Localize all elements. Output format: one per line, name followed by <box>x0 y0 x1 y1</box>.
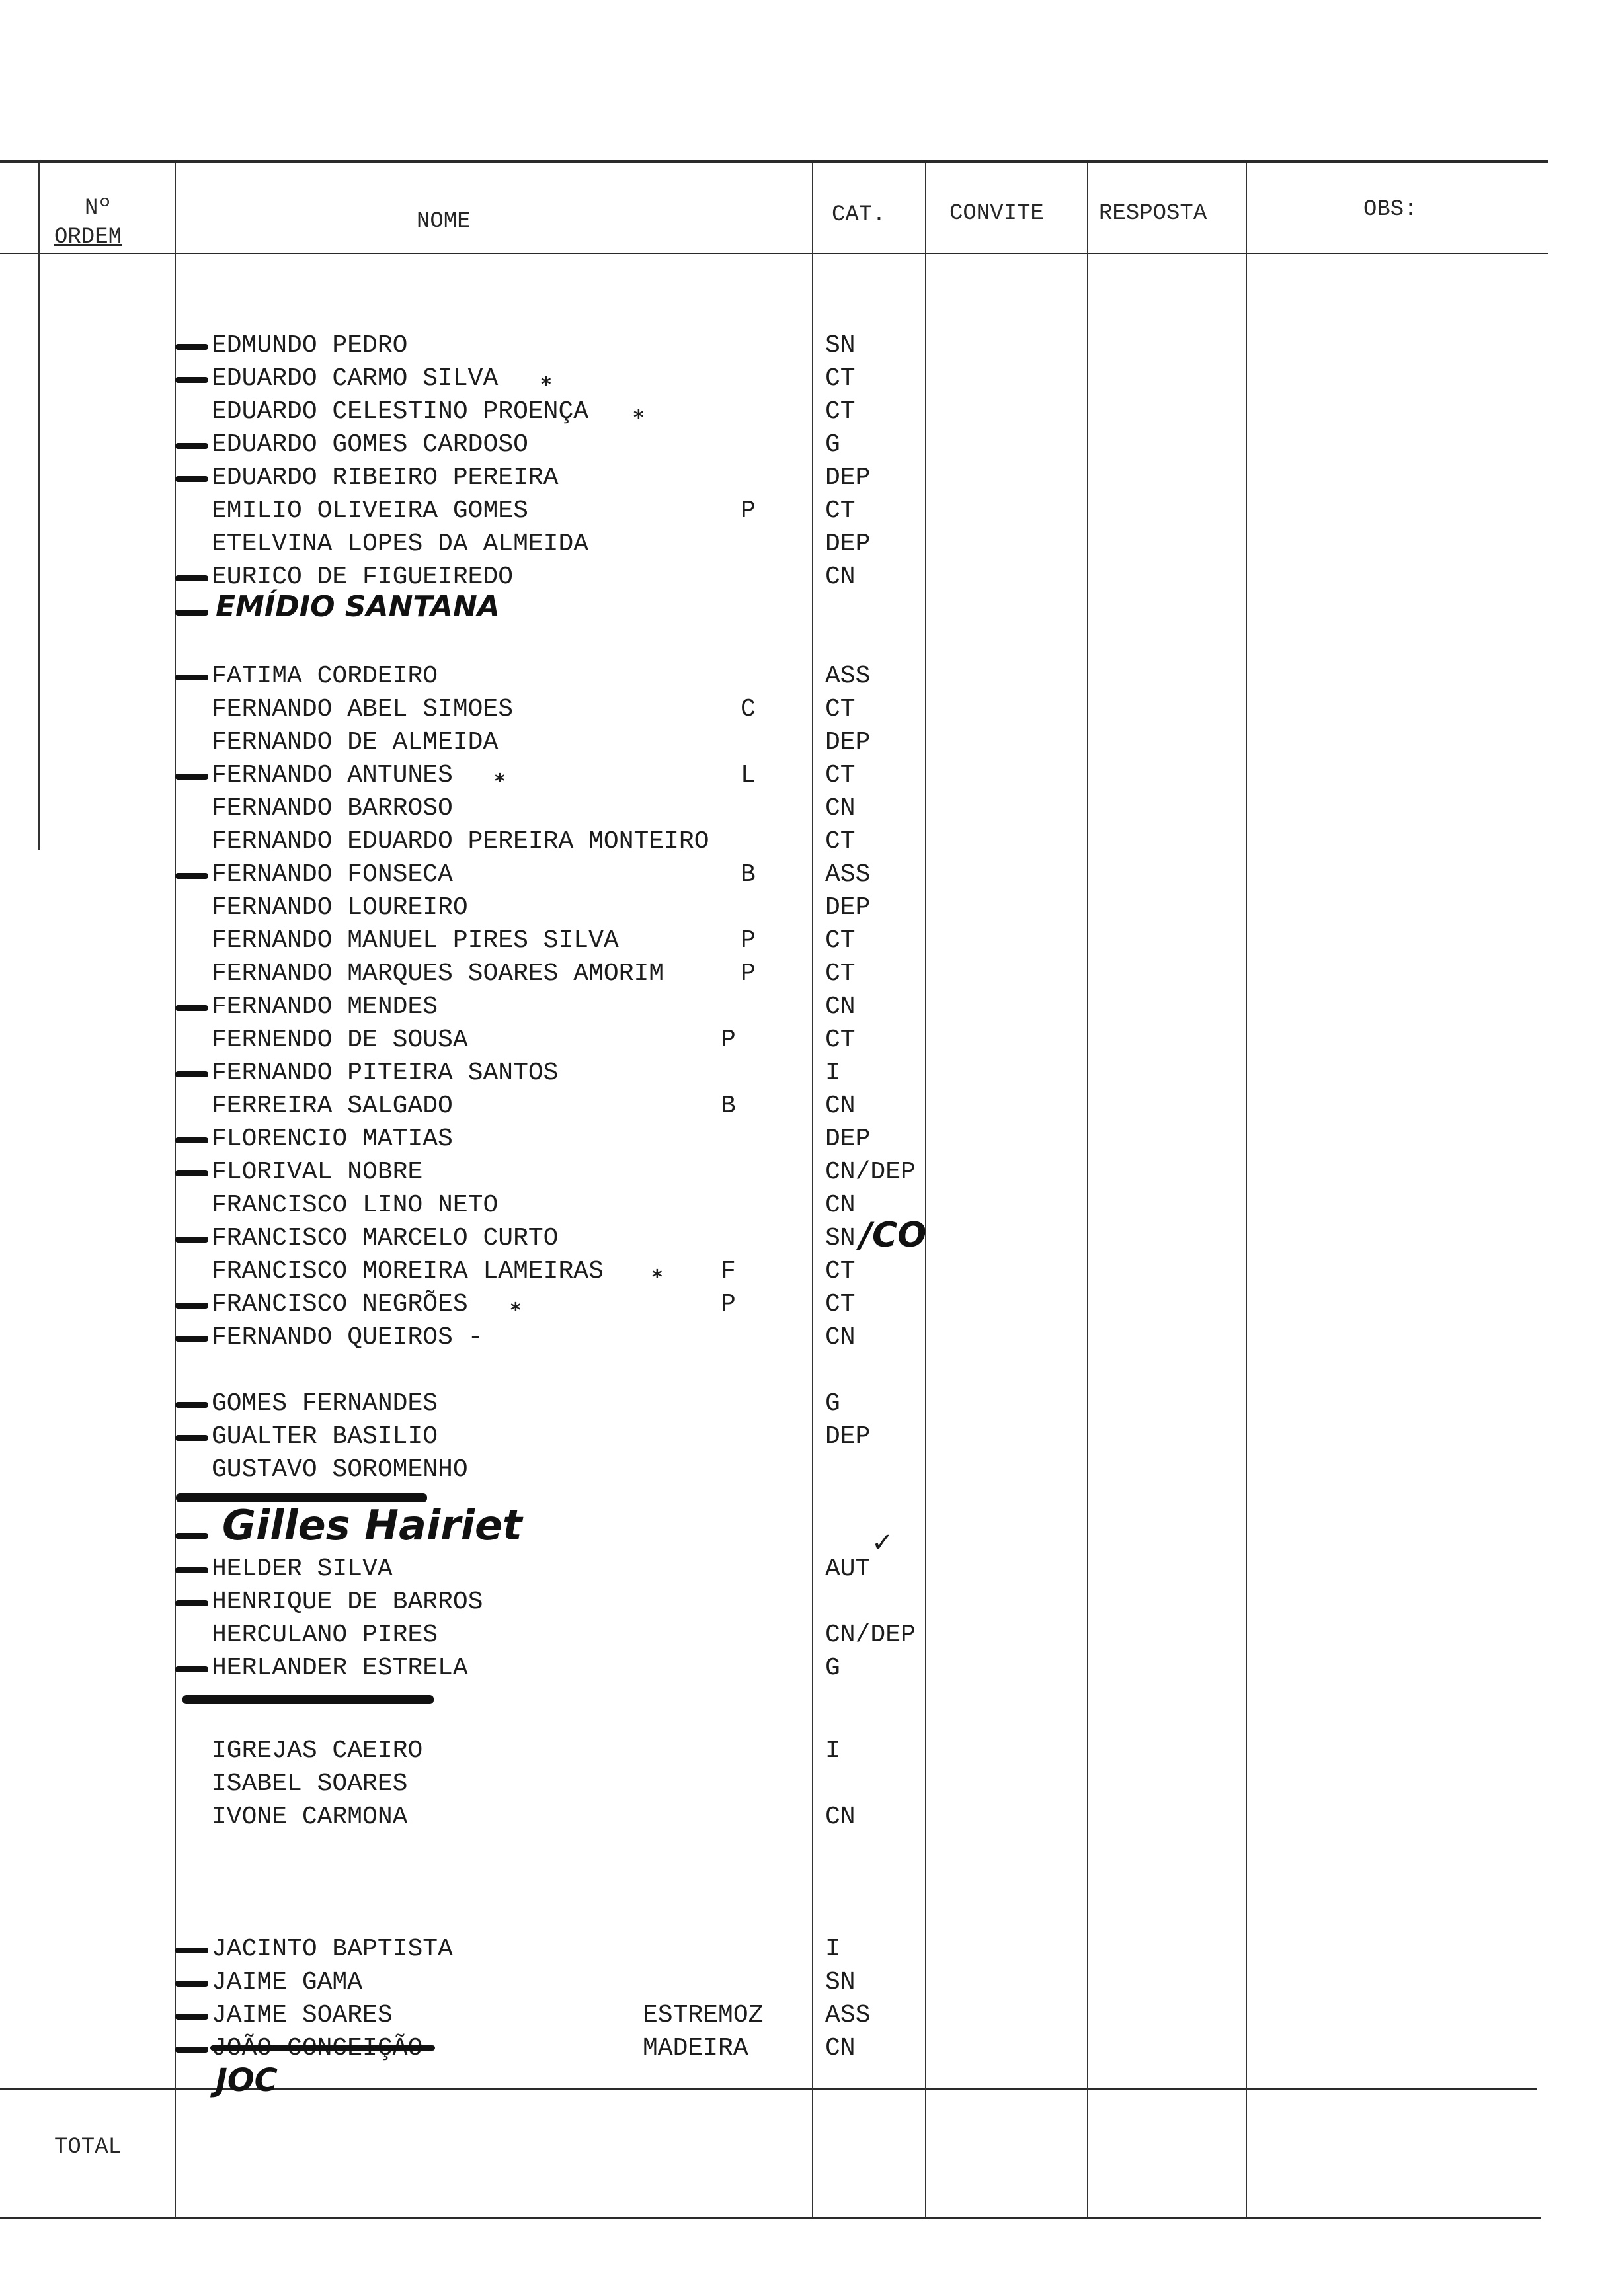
row-name: FRANCISCO MOREIRA LAMEIRAS <box>212 1257 604 1286</box>
col-resposta-header: RESPOSTA <box>1099 201 1207 226</box>
row-cat: CN <box>825 1323 856 1352</box>
row-mark: P <box>741 926 756 955</box>
list-row <box>0 1586 1608 1619</box>
row-name: FRANCISCO MARCELO CURTO <box>212 1224 559 1252</box>
row-name: FLORIVAL NOBRE <box>212 1158 423 1186</box>
list-row <box>0 1619 1608 1652</box>
row-cat: CN <box>825 2034 856 2063</box>
list-row <box>0 495 1608 528</box>
dash-mark <box>175 1005 208 1011</box>
row-cat: CT <box>825 397 856 426</box>
list-row <box>0 693 1608 726</box>
row-cat: CT <box>825 761 856 790</box>
asterisk-mark-icon: ⁎ <box>495 764 505 788</box>
dash-mark <box>175 1303 208 1309</box>
row-cat: DEP <box>825 893 871 922</box>
table-bottom-rule <box>0 2217 1541 2219</box>
row-cat: CT <box>825 960 856 988</box>
handwritten-note: JOC <box>216 2062 278 2099</box>
list-row <box>0 362 1608 395</box>
row-cat: I <box>825 1059 840 1087</box>
list-row <box>0 395 1608 429</box>
row-cat: DEP <box>825 464 871 492</box>
col-ordem-header: Nº <box>85 196 112 221</box>
row-cat: CT <box>825 827 856 856</box>
dash-mark <box>175 1666 208 1672</box>
list-row <box>0 891 1608 924</box>
row-mark: B <box>741 860 756 889</box>
row-cat: I <box>825 1935 840 1963</box>
row-name: FERNANDO FONSECA <box>212 860 453 889</box>
list-row <box>0 462 1608 495</box>
row-name: ISABEL SOARES <box>212 1770 408 1798</box>
row-mark: P <box>741 960 756 988</box>
asterisk-mark-icon: ⁎ <box>633 401 644 424</box>
dash-mark <box>175 873 208 879</box>
row-mark: C <box>741 695 756 723</box>
list-row <box>0 329 1608 362</box>
row-name: HENRIQUE DE BARROS <box>212 1588 483 1616</box>
row-cat: CT <box>825 1026 856 1054</box>
list-row <box>0 1735 1608 1768</box>
row-mark: F <box>721 1257 736 1286</box>
header-bottom-rule <box>0 253 1548 254</box>
list-row <box>0 1156 1608 1189</box>
list-row <box>0 792 1608 825</box>
dash-mark <box>175 675 208 680</box>
dash-mark <box>175 1071 208 1077</box>
col-convite-header: CONVITE <box>949 201 1044 226</box>
row-cat: CT <box>825 695 856 723</box>
dash-mark <box>175 344 208 350</box>
list-row <box>0 759 1608 792</box>
col-obs-header: OBS: <box>1363 197 1418 222</box>
list-row <box>0 858 1608 891</box>
row-name: FERNANDO QUEIROS - <box>212 1323 483 1352</box>
asterisk-mark-icon: ⁎ <box>510 1293 521 1317</box>
row-cat: ASS <box>825 662 871 690</box>
row-cat: CN <box>825 563 856 591</box>
table-top-rule <box>0 160 1548 163</box>
row-cat: G <box>825 430 840 459</box>
row-cat: CT <box>825 1257 856 1286</box>
list-row <box>0 561 1608 594</box>
dash-mark <box>175 1981 208 1987</box>
row-cat: DEP <box>825 530 871 558</box>
row-cat: CT <box>825 497 856 525</box>
row-name: IGREJAS CAEIRO <box>212 1737 423 1765</box>
list-row <box>0 1057 1608 1090</box>
row-cat: G <box>825 1654 840 1682</box>
row-name: FERNANDO ABEL SIMOES <box>212 695 514 723</box>
check-mark-icon: ✓ <box>871 1528 894 1558</box>
row-cat: CT <box>825 364 856 393</box>
strike-through-mark <box>210 2045 435 2051</box>
row-cat: CN/DEP <box>825 1621 916 1649</box>
row-cat: G <box>825 1389 840 1418</box>
list-row <box>0 660 1608 693</box>
row-mark: P <box>721 1026 736 1054</box>
dash-mark <box>175 610 208 616</box>
row-mark: MADEIRA <box>643 2034 748 2063</box>
list-row <box>0 825 1608 858</box>
row-name: JAIME GAMA <box>212 1968 363 1996</box>
handwritten-note: EMÍDIO SANTANA <box>216 590 500 624</box>
row-name: EDUARDO GOMES CARDOSO <box>212 430 528 459</box>
row-mark: B <box>721 1092 736 1120</box>
row-name: EDUARDO CELESTINO PROENÇA <box>212 397 589 426</box>
row-mark: P <box>741 497 756 525</box>
row-name: FERREIRA SALGADO <box>212 1092 453 1120</box>
list-row <box>0 1090 1608 1123</box>
row-cat: SN <box>825 1968 856 1996</box>
row-name: EURICO DE FIGUEIREDO <box>212 563 514 591</box>
row-name: HERLANDER ESTRELA <box>212 1654 468 1682</box>
dash-mark <box>175 575 208 581</box>
list-row <box>0 1933 1608 1966</box>
list-row <box>0 991 1608 1024</box>
row-cat: DEP <box>825 728 871 757</box>
asterisk-mark-icon: ⁎ <box>541 368 551 391</box>
list-row <box>0 924 1608 958</box>
row-name: FLORENCIO MATIAS <box>212 1125 453 1153</box>
row-name: JACINTO BAPTISTA <box>212 1935 453 1963</box>
row-cat: CN <box>825 794 856 823</box>
row-name: GOMES FERNANDES <box>212 1389 438 1418</box>
dash-mark <box>175 1533 208 1539</box>
dash-mark <box>175 1137 208 1143</box>
row-name: FATIMA CORDEIRO <box>212 662 438 690</box>
list-row <box>0 1966 1608 1999</box>
asterisk-mark-icon: ⁎ <box>652 1260 663 1284</box>
row-name: FERNANDO MENDES <box>212 993 438 1021</box>
dash-mark <box>175 443 208 449</box>
list-row <box>0 1189 1608 1222</box>
dash-mark <box>175 1237 208 1243</box>
list-row <box>0 1420 1608 1454</box>
row-name: EMILIO OLIVEIRA GOMES <box>212 497 528 525</box>
row-name: FERNANDO BARROSO <box>212 794 453 823</box>
dash-mark <box>175 1567 208 1573</box>
row-cat: CT <box>825 926 856 955</box>
row-cat: ASS <box>825 2001 871 2030</box>
list-row <box>0 429 1608 462</box>
row-cat: CN <box>825 1092 856 1120</box>
handwritten-note: /CO <box>860 1215 927 1255</box>
row-name: GUALTER BASILIO <box>212 1422 438 1451</box>
row-cat: CN <box>825 1191 856 1219</box>
list-row <box>0 1553 1608 1586</box>
row-name: FERNANDO PITEIRA SANTOS <box>212 1059 559 1087</box>
col-nome-header: NOME <box>417 209 471 234</box>
list-row <box>0 1801 1608 1834</box>
list-row <box>0 1024 1608 1057</box>
list-row <box>0 528 1608 561</box>
dash-mark <box>175 1336 208 1342</box>
row-cat: CT <box>825 1290 856 1319</box>
row-name: FERNANDO ANTUNES <box>212 761 453 790</box>
list-row <box>0 1321 1608 1354</box>
total-label: TOTAL <box>54 2135 122 2160</box>
list-row <box>0 1255 1608 1288</box>
dash-mark <box>175 377 208 383</box>
row-mark: ESTREMOZ <box>643 2001 764 2030</box>
row-cat: DEP <box>825 1422 871 1451</box>
list-row <box>0 1387 1608 1420</box>
row-cat: CN <box>825 993 856 1021</box>
row-mark: L <box>741 761 756 790</box>
row-mark: P <box>721 1290 736 1319</box>
strike-through-mark <box>182 1695 434 1704</box>
row-name: EDMUNDO PEDRO <box>212 331 408 360</box>
dash-mark <box>175 1600 208 1606</box>
col-cat-header: CAT. <box>832 202 886 227</box>
row-name: FERNANDO DE ALMEIDA <box>212 728 499 757</box>
row-name: HELDER SILVA <box>212 1555 393 1583</box>
dash-mark <box>175 1402 208 1408</box>
dash-mark <box>175 774 208 780</box>
row-name: FERNANDO MANUEL PIRES SILVA <box>212 926 619 955</box>
dash-mark <box>175 476 208 482</box>
list-row <box>0 726 1608 759</box>
list-row <box>0 1454 1608 1487</box>
dash-mark <box>175 1435 208 1441</box>
row-name: FRANCISCO LINO NETO <box>212 1191 499 1219</box>
row-cat: I <box>825 1737 840 1765</box>
row-cat: AUT <box>825 1555 871 1583</box>
dash-mark <box>175 2014 208 2020</box>
list-row <box>0 958 1608 991</box>
row-name: IVONE CARMONA <box>212 1803 408 1831</box>
row-name: FERNANDO LOUREIRO <box>212 893 468 922</box>
dash-mark <box>175 2047 208 2053</box>
row-name: ETELVINA LOPES DA ALMEIDA <box>212 530 589 558</box>
list-row <box>0 1652 1608 1685</box>
row-cat: DEP <box>825 1125 871 1153</box>
row-name: FERNENDO DE SOUSA <box>212 1026 468 1054</box>
row-name: JAIME SOARES <box>212 2001 393 2030</box>
row-cat: SN <box>825 331 856 360</box>
dash-mark <box>175 1948 208 1953</box>
list-row <box>0 1768 1608 1801</box>
row-name: FERNANDO MARQUES SOARES AMORIM <box>212 960 664 988</box>
row-name: GUSTAVO SOROMENHO <box>212 1456 468 1484</box>
row-name: EDUARDO CARMO SILVA <box>212 364 499 393</box>
list-row <box>0 1123 1608 1156</box>
col-ordem-header-2: ORDEM <box>54 225 122 250</box>
row-cat: CN <box>825 1803 856 1831</box>
dash-mark <box>175 1170 208 1176</box>
row-name: HERCULANO PIRES <box>212 1621 438 1649</box>
row-cat: ASS <box>825 860 871 889</box>
row-name: EDUARDO RIBEIRO PEREIRA <box>212 464 559 492</box>
list-row <box>0 1222 1608 1255</box>
row-name: FERNANDO EDUARDO PEREIRA MONTEIRO <box>212 827 709 856</box>
handwritten-note: Gilles Hairiet <box>222 1501 522 1549</box>
list-row <box>0 1999 1608 2032</box>
row-cat: CN/DEP <box>825 1158 916 1186</box>
list-row <box>0 1288 1608 1321</box>
row-name: FRANCISCO NEGRÕES <box>212 1290 468 1319</box>
row-cat: SN <box>825 1224 856 1252</box>
